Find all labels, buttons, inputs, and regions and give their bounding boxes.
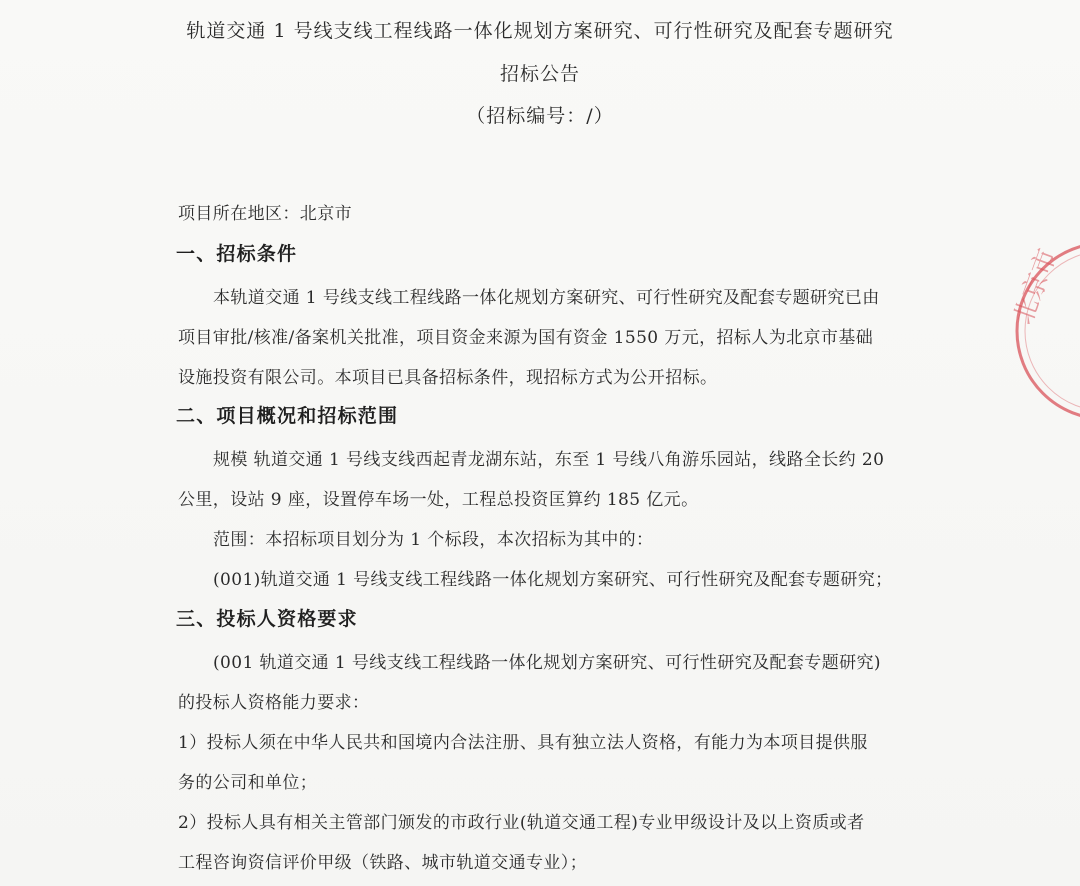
paragraph-line: 本轨道交通 1 号线支线工程线路一体化规划方案研究、可行性研究及配套专题研究已由 [213,288,880,308]
official-seal-stamp [1000,236,1080,426]
section-heading-overview: 二、项目概况和招标范围 [176,405,399,427]
paragraph-line: 公里，设站 9 座，设置停车场一处，工程总投资匡算约 185 亿元。 [178,490,699,510]
project-location: 项目所在地区：北京市 [178,204,352,224]
section-heading-qualifications: 三、投标人资格要求 [176,608,358,630]
paragraph-line: (001 轨道交通 1 号线支线工程线路一体化规划方案研究、可行性研究及配套专题研究) [213,653,881,673]
svg-text:北京市: 北京市 [1008,244,1064,329]
paragraph-line: 范围：本招标项目划分为 1 个标段，本次招标为其中的： [213,530,654,550]
tender-number: （招标编号：/） [466,105,614,127]
paragraph-line: 的投标人资格能力要求： [178,693,370,713]
paragraph-line: (001)轨道交通 1 号线支线工程线路一体化规划方案研究、可行性研究及配套专题研究； [213,570,893,590]
paragraph-line: 2）投标人具有相关主管部门颁发的市政行业(轨道交通工程)专业甲级设计及以上资质或者 [178,813,865,833]
paragraph-line: 项目审批/核准/备案机关批准，项目资金来源为国有资金 1550 万元，招标人为北京市基础 [178,328,874,348]
paragraph-line: 设施投资有限公司。本项目已具备招标条件，现招标方式为公开招标。 [178,368,718,388]
section-heading-conditions: 一、招标条件 [176,243,298,265]
paragraph-line: 规模 轨道交通 1 号线支线西起青龙湖东站，东至 1 号线八角游乐园站，线路全长约 20 [213,450,885,470]
document-subtitle: 招标公告 [499,63,580,85]
document-title: 轨道交通 1 号线支线工程线路一体化规划方案研究、可行性研究及配套专题研究 [186,20,894,42]
paragraph-line: 务的公司和单位； [178,773,318,793]
paragraph-line: 1）投标人须在中华人民共和国境内合法注册、具有独立法人资格，有能力为本项目提供服 [178,733,868,753]
paragraph-line: 工程咨询资信评价甲级（铁路、城市轨道交通专业）； [178,853,588,873]
